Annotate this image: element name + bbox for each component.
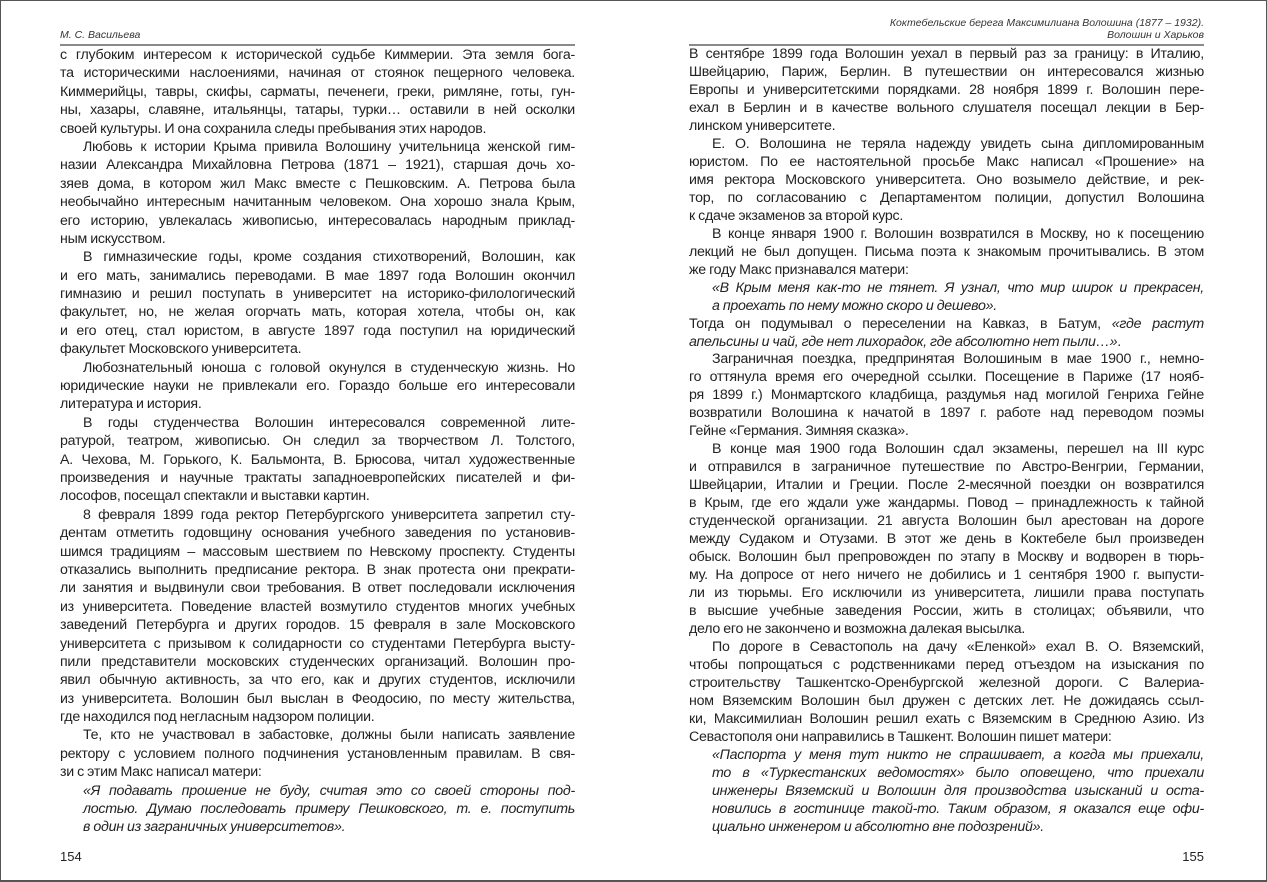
text-line [60,487,575,505]
quote-line [60,782,575,800]
text: ратурой, театром, живописью. Он следил за творчеством Л. Толстого, [60,433,575,450]
page-number: 154 [60,849,82,864]
text: В конце мая 1900 года Волошин сдал экзамены, перешел на III курс [712,441,1204,458]
quote-line [689,819,1204,837]
text: и отправился в заграничное путешествие по Австро-Венгрии, Германии, [689,459,1204,476]
text-line [60,377,575,395]
italic-text: «где растут [1111,315,1204,332]
text-line [689,351,1204,369]
text-line [689,495,1204,513]
running-header [689,12,1204,46]
quote-line [689,280,1204,298]
text: му. На допросе от него ничего не добились и 1 сентября 1900 г. выпусти- [689,567,1204,584]
text: же году Макс признавался матери: [689,261,909,278]
text: тор, по согласованию с Департаментом полиции, допустил Волошина [689,189,1204,206]
text-line [689,657,1204,675]
italic-text: в один из заграничных университетов». [83,819,346,836]
text-line [689,208,1204,226]
text-line [60,745,575,763]
text: юристом. По ее настоятельной просьбе Макс написал «Прошение» на [689,153,1204,170]
text: где находился под негласным надзором полиции. [60,709,375,726]
text: отказались выполнить предписание ректора. В знак протеста они прекрати- [60,561,575,578]
text-line [60,303,575,321]
text: А. Чехова, М. Горького, К. Бальмонта, В. Брюсова, читал художественные [60,451,575,468]
text: линском университете. [689,117,836,134]
text: Те, кто не участвовал в забастовке, должны были написать заявление [83,727,575,744]
quote-line [689,298,1204,316]
page-number: 155 [1182,849,1204,864]
text-line [689,172,1204,190]
page-body [60,46,575,837]
text: ны, хазары, славяне, итальянцы, татары, турки… оставили в ней осколки [60,102,575,119]
text: Севастополя они направились в Ташкент. Волошин пишет матери: [689,728,1112,745]
text-line [60,46,575,64]
text: факультет, но, не желая огорчать мать, которая хотела, чтобы он, как [60,304,575,321]
text-line [60,230,575,248]
text-line [689,154,1204,172]
text-line [689,369,1204,387]
text: В годы студенчества Волошин интересовался современной лите- [83,414,575,431]
text: дентам отметить годовщину основания учебного заведения по установив- [60,525,575,542]
text-line [60,101,575,119]
text: . [1117,333,1121,350]
italic-text: «Я подавать прошение не буду, считая это со своей стороны под- [83,782,575,799]
text: студенческой организации. 21 августа Волошин был арестован на дороге [689,513,1204,530]
italic-text: «Паспорта у меня тут никто не спрашивает, а когда мы приехали, [712,746,1204,763]
italic-text: апельсины и чай, где нет лихорадок, где абсолютно нет пыли…» [689,333,1118,350]
text-line [60,138,575,156]
text-line [689,603,1204,621]
text: ехал в Берлин и в качестве вольного слушателя посещал лекции в Бер- [689,99,1204,116]
text-line [60,616,575,634]
text-line [689,226,1204,244]
italic-text: новились в гостинице такой-то. Таким образом, я оказался еще офи- [712,800,1204,817]
header-subtitle: Волошин и Харьков [1107,29,1204,41]
text: Заграничная поездка, предпринятая Волошиным в мае 1900 г., немно- [712,351,1204,368]
italic-text: а проехать по нему можно скоро и дешево». [712,297,997,314]
text-line [689,46,1204,64]
text-line [60,469,575,487]
text: юридические науки не привлекали его. Гораздо больше его интересовали [60,378,575,395]
text: из университета. Волошин был выслан в Феодосию, по месту жительства, [60,690,575,707]
text: его историю, увлекалась живописью, интересовалась народным приклад- [60,212,575,229]
text-line [60,506,575,524]
quote-line [60,818,575,836]
text-line [689,531,1204,549]
header-title: Коктебельские берега Максимилиана Волошина (1877 – 1932). [889,17,1204,29]
text-line [689,64,1204,82]
text-line [689,585,1204,603]
text: в высшие учебные заведения России, жить в столицах; объявили, что [689,603,1204,620]
text-line [60,156,575,174]
quote-line [689,747,1204,765]
text: ректору с условием полного подчинения установленным правилам. В свя- [60,745,575,762]
text-line [60,671,575,689]
text: в Крым, где его ждали уже жандармы. Повод – принадлежность к тайной [689,495,1204,512]
text: та историческими наслоениями, начиная от стоянок пещерного человека. [60,65,575,82]
text-line [60,175,575,193]
text-line [60,579,575,597]
text-line [60,120,575,138]
text-line [689,711,1204,729]
text: с глубоким интересом к исторической судьбе Киммерии. Эта земля бога- [60,47,575,63]
text-line [60,561,575,579]
text: Киммерийцы, тавры, скифы, сарматы, печенеги, греки, римляне, готы, гун- [60,83,575,100]
text-line [60,83,575,101]
text-line [689,513,1204,531]
text-line [689,262,1204,280]
text: Любознательный юноша с головой окунулся в студенческую жизнь. Но [83,359,575,376]
text: заведений Петербурга и других городов. 15 февраля в зале Московского [60,617,575,634]
text-line [689,693,1204,711]
text: явил обычную активность, за что его, как и других студентов, исключили [60,672,575,689]
text-line [689,387,1204,405]
text: зяев дома, в котором жил Макс вместе с Пешковским. А. Петрова была [60,175,575,192]
text-line [60,322,575,340]
text-line [60,653,575,671]
text-line [60,690,575,708]
text: факультет Московского университета. [60,341,302,358]
text-line [60,635,575,653]
text-line [689,621,1204,639]
text: лекций не был допущен. Письма поэта к знакомым прочитывались. В этом [689,243,1204,260]
text-line [689,675,1204,693]
text: Тогда он подумывал о переселении на Кавказ, в Батум, [689,315,1112,332]
text: гимназию и решил поступать в университет на историко-филологический [60,286,575,303]
text-line [60,432,575,450]
text: обыск. Волошин был препровожден по этапу в Москву и водворен в тюрь- [689,549,1204,566]
text-line [60,451,575,469]
text: к сдаче экзаменов за второй курс. [689,207,904,224]
text: ли занятия и выдвинули свои требования. В ответ последовали исключения [60,580,575,597]
text-line [689,82,1204,100]
text: По дороге в Севастополь на дачу «Еленкой» ехал В. О. Вяземский, [712,638,1204,655]
italic-text: циально инженером и абсолютно вне подозрений». [712,818,1044,835]
text: ря 1899 г.) Монмартского кладбища, раздумья над могилой Генриха Гейне [689,387,1204,404]
text: чтобы попрощаться с родственниками перед отъездом на изыскания по [689,656,1204,673]
text-line [689,100,1204,118]
text: го оттянула время его очередной ссылки. Посещение в Париже (17 нояб- [689,369,1204,386]
quote-line [689,765,1204,783]
text-line [60,708,575,726]
text: пили представители московских студенческих организаций. Волошин про- [60,653,575,670]
text-line [60,285,575,303]
text-line [60,359,575,377]
text-line [689,423,1204,441]
text: Гейне «Германия. Зимняя сказка». [689,423,909,440]
quote-line [689,783,1204,801]
text: университета с призывом к солидарности со студентами Петербурга высту- [60,635,575,652]
text-line [689,190,1204,208]
text-line [689,459,1204,477]
text-line [60,64,575,82]
italic-text: то в «Туркестанских ведомостях» было оповещено, что приехали [712,764,1204,781]
text: своей культуры. И она сохранила следы пребывания этих народов. [60,120,487,137]
text: В гимназические годы, кроме создания стихотворений, Волошин, как [83,249,575,266]
text-line [60,543,575,561]
text: назии Александра Михайловна Петрова (1871 – 1921), старшая дочь хо- [60,157,575,174]
text: ном Вяземским Волошин был дружен с детских лет. Не дожидаясь ссыл- [689,692,1204,709]
text: ки, Максимилиан Волошин решил ехать с Вяземским в Среднюю Азию. Из [689,710,1204,727]
text: В конце января 1900 г. Волошин возвратился в Москву, но к посещению [712,225,1204,242]
text: и его мать, занимались переводами. В мае 1897 года Волошин окончил [60,267,575,284]
text: Е. О. Волошина не теряла надежду увидеть сына дипломированным [712,135,1204,152]
text: имя ректора Московского университета. Оно возымело действие, и рек- [689,171,1204,188]
page-body [689,46,1204,837]
text-line [689,118,1204,136]
text-line [60,248,575,266]
header-author: М. С. Васильева [60,29,141,41]
text: шимся традициям – массовым шествием по Невскому проспекту. Студенты [60,543,575,560]
running-header [60,12,575,46]
text-line [60,193,575,211]
text-line [689,405,1204,423]
text-line [689,639,1204,657]
text: ли из тюрьмы. Его исключили из университета, лишили права поступать [689,585,1204,602]
text-line [689,477,1204,495]
text-line [60,763,575,781]
text: из университета. Поведение властей возмутило студентов многих учебных [60,598,575,615]
text: Любовь к истории Крыма привила Волошину учительница женской гим- [83,138,575,155]
text: В сентябре 1899 года Волошин уехал в первый раз за границу: в Италию, [689,46,1204,62]
text-line [60,726,575,744]
text: между Судаком и Отузами. В этот же день в Коктебеле был произведен [689,531,1204,548]
italic-text: лостью. Думаю последовать примеру Пешковского, т. е. поступить [83,801,575,818]
text-line [689,244,1204,262]
text: зи с этим Макс написал матери: [60,764,262,781]
text-line [689,549,1204,567]
text-line [689,441,1204,459]
text: ным искусством. [60,230,166,247]
text-line [689,334,1204,352]
text-line [60,340,575,358]
text-line [60,598,575,616]
text-line [60,395,575,413]
text: 8 февраля 1899 года ректор Петербургского университета запретил сту- [83,506,575,523]
text: дело его не закончено и возможна далекая высылка. [689,621,1026,637]
text-line [60,414,575,432]
text-line [689,729,1204,747]
italic-text: «В Крым меня как-то не тянет. Я узнал, что мир широк и прекрасен, [712,279,1204,296]
text: возвратили Волошина к начатой в 1897 г. работе над переводом поэмы [689,405,1204,422]
text-line [689,567,1204,585]
quote-line [689,801,1204,819]
quote-line [60,800,575,818]
text: литература и история. [60,396,202,413]
text: строительству Ташкентско-Оренбургской железной дороги. С Валериа- [689,674,1204,691]
text-line [689,136,1204,154]
text: необычайно интересным начитанным человеком. Она хорошо знала Крым, [60,194,575,211]
text: и его отец, стал юристом, в августе 1897 года поступил на юридический [60,322,575,339]
text-line [60,212,575,230]
italic-text: инженеры Вяземский и Волошин для производства изысканий и оста- [712,782,1204,799]
text-line [689,316,1204,334]
text: Европы и университетскими порядками. 28 ноября 1899 г. Волошин пере- [689,81,1204,98]
text-line [60,267,575,285]
text: Швейцарии, Италии и Греции. После 2-месячной поездки он возвратился [689,477,1204,494]
text: Швейцарию, Париж, Берлин. В путешествии он интересовался жизнью [689,63,1204,80]
text-line [60,524,575,542]
text: лософов, посещал спектакли и выставки картин. [60,488,370,505]
text: произведения и научные трактаты западноевропейских писателей и фи- [60,469,575,486]
